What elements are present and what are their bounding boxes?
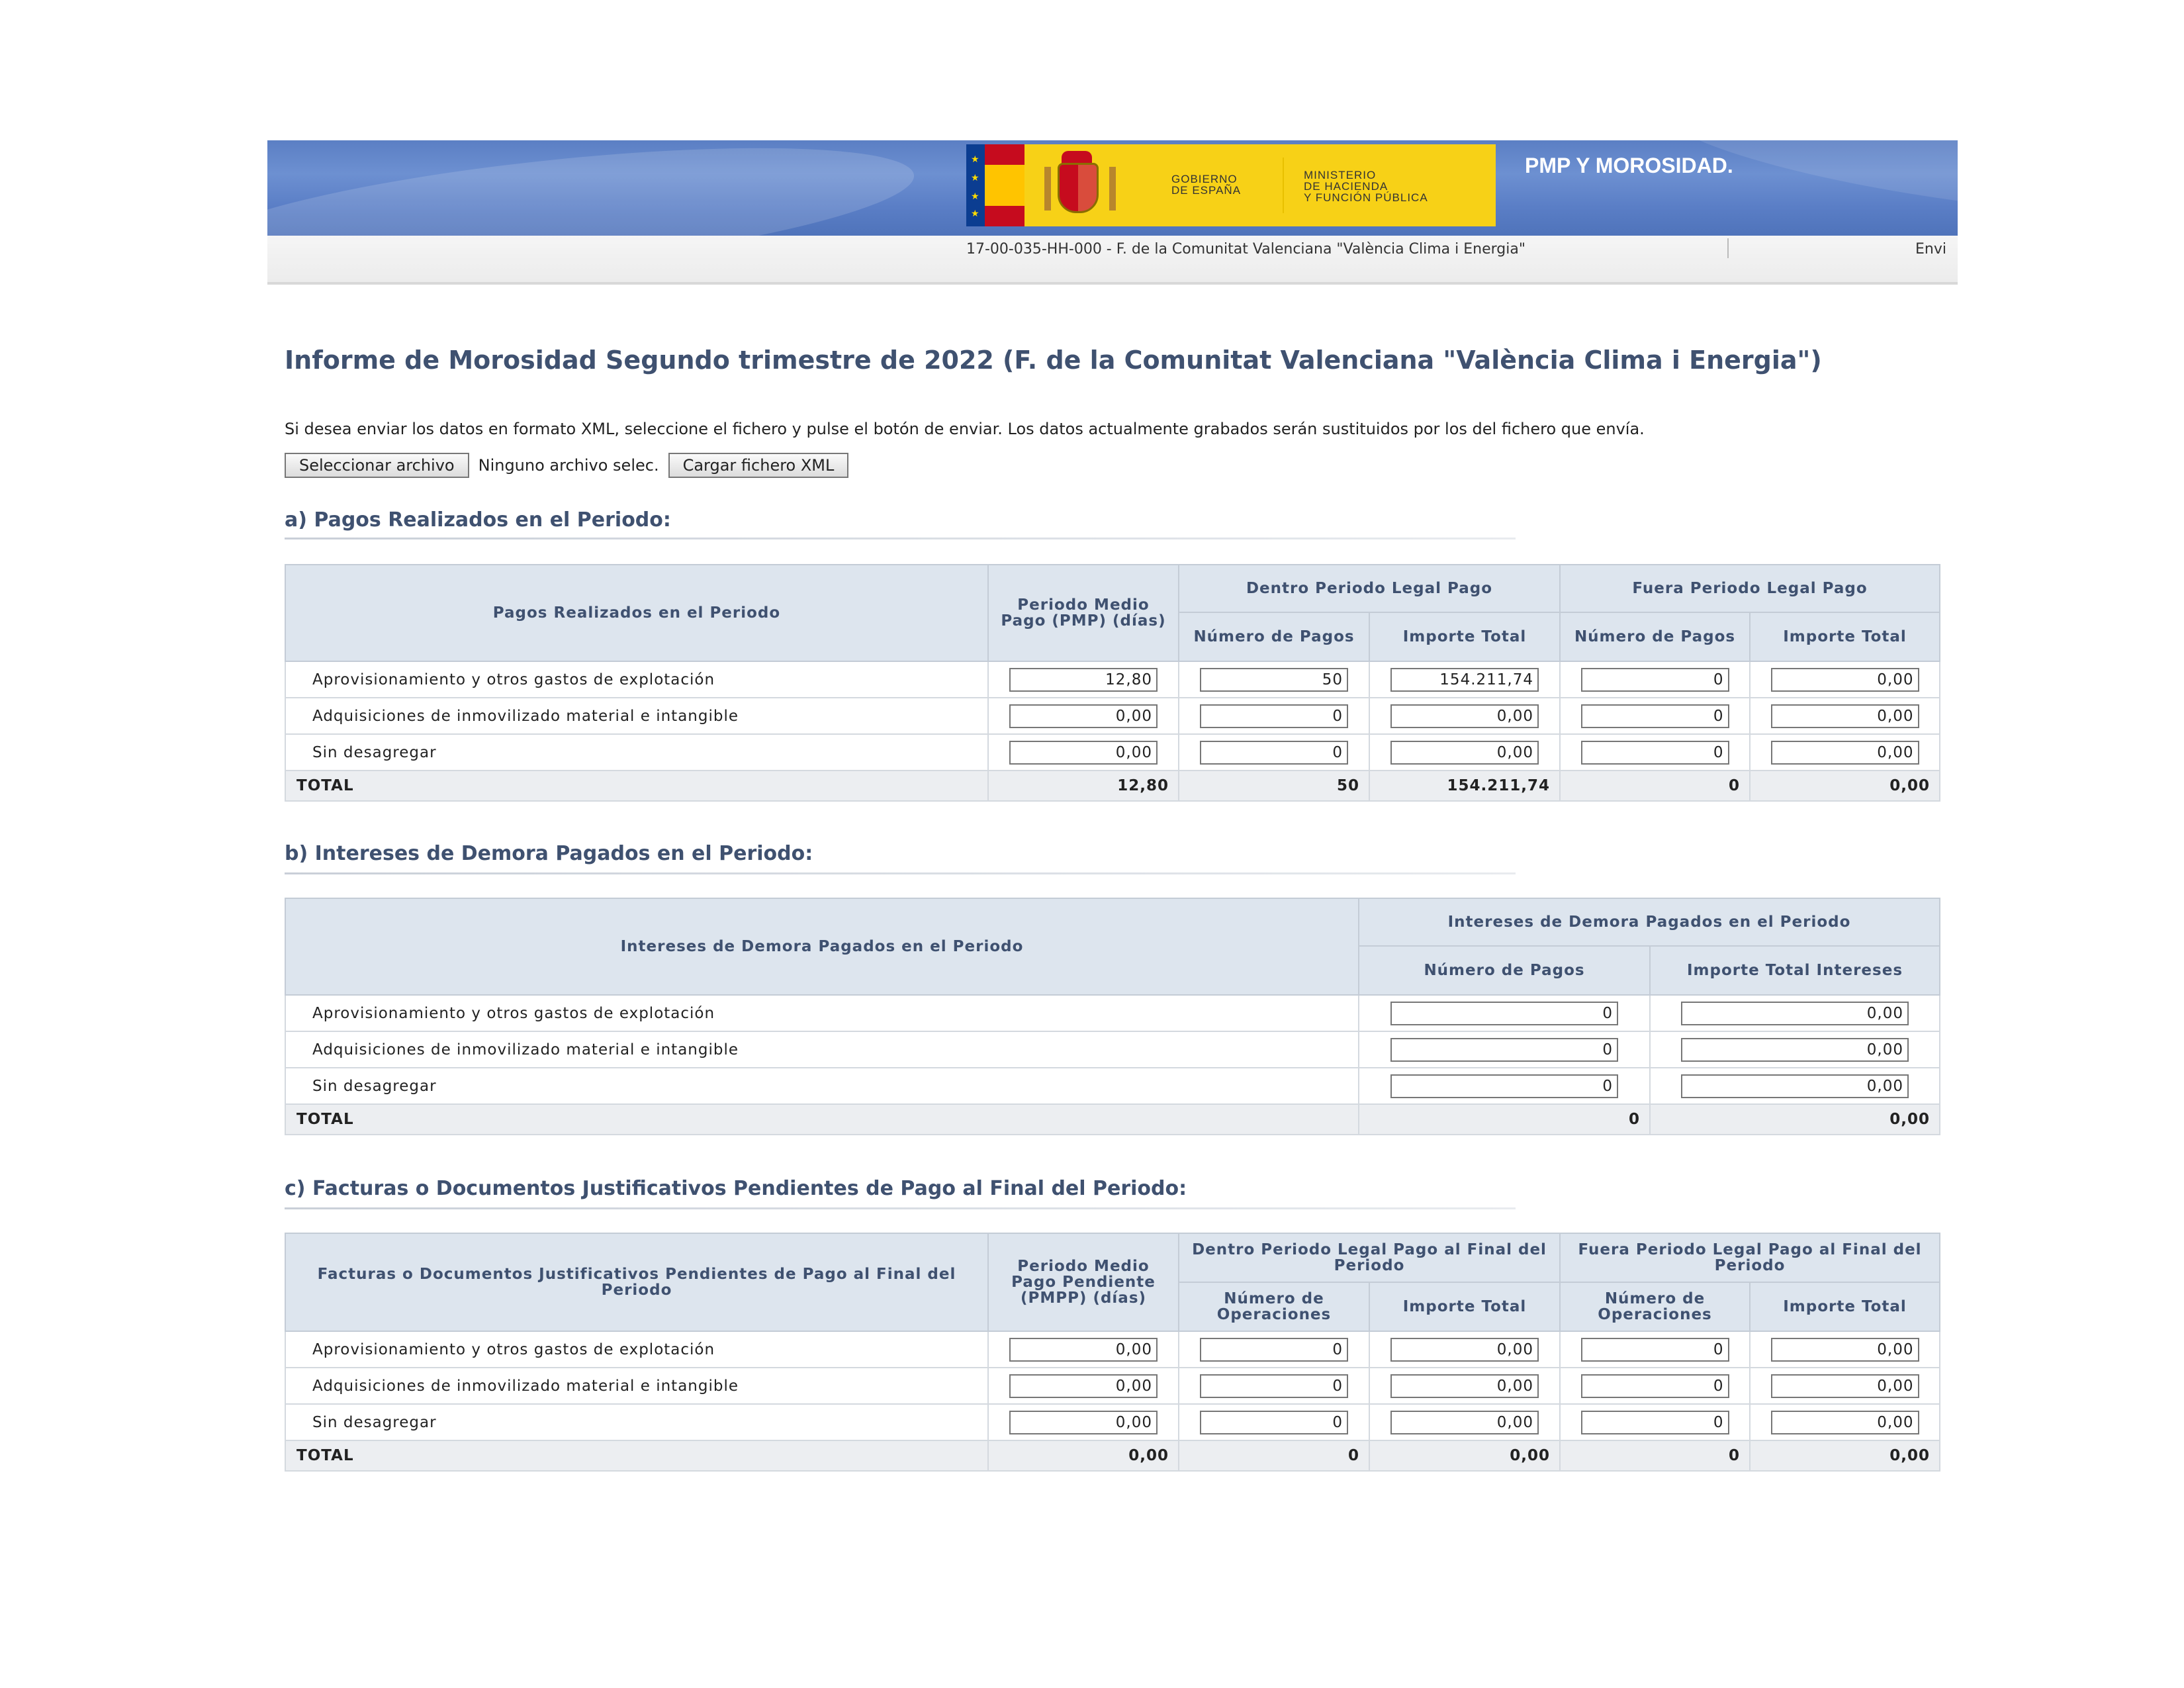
late-interest-table	[285, 898, 1940, 1135]
total-within-num: 50	[1179, 771, 1369, 801]
col-header-num-operations: Número de Operaciones	[1179, 1282, 1369, 1331]
entity-name: 17-00-035-HH-000 - F. de la Comunitat Valenciana "València Clima i Energia"	[966, 241, 1525, 258]
section-a-title: a) Pagos Realizados en el Periodo:	[285, 508, 671, 532]
page	[267, 140, 1958, 1464]
col-header-num-operations: Número de Operaciones	[1560, 1282, 1750, 1331]
xml-instructions: Si desea enviar los datos en formato XML, seleccione el fichero y pulse el botón de enviar. Los datos actualmente grabados serán sustituidos por los del fichero que envía.	[285, 420, 1645, 438]
coat-of-arms-icon	[1024, 144, 1124, 226]
table-row	[285, 1331, 1940, 1368]
outside-amount-input[interactable]	[1771, 1374, 1919, 1398]
col-header-total-amount: Importe Total	[1369, 612, 1560, 661]
row-label: Adquisiciones de inmovilizado material e intangible	[285, 1368, 988, 1404]
table-row	[285, 1068, 1940, 1104]
interest-num-input[interactable]	[1390, 1002, 1618, 1025]
col-header-concept: Facturas o Documentos Justificativos Pendientes de Pago al Final del Periodo	[285, 1233, 988, 1331]
entity-bar	[267, 236, 1958, 285]
outside-amount-input[interactable]	[1771, 704, 1919, 728]
within-amount-input[interactable]	[1390, 1374, 1539, 1398]
row-label: Aprovisionamiento y otros gastos de explotación	[285, 661, 988, 698]
app-title: PMP Y MOROSIDAD.	[1525, 154, 1733, 177]
outside-amount-input[interactable]	[1771, 741, 1919, 765]
row-label: Aprovisionamiento y otros gastos de explotación	[285, 1331, 988, 1368]
col-header-num-payments: Número de Pagos	[1560, 612, 1750, 661]
pmpp-input[interactable]	[1009, 1411, 1158, 1434]
pmpp-input[interactable]	[1009, 1374, 1158, 1398]
outside-num-input[interactable]	[1581, 704, 1729, 728]
within-amount-input[interactable]	[1390, 741, 1539, 765]
total-outside-amount: 0,00	[1750, 1440, 1940, 1471]
within-amount-input[interactable]	[1390, 1338, 1539, 1362]
section-b-title: b) Intereses de Demora Pagados en el Periodo:	[285, 842, 813, 865]
interest-amount-input[interactable]	[1681, 1074, 1909, 1098]
table-row	[285, 698, 1940, 734]
table-row	[285, 1368, 1940, 1404]
outside-num-input[interactable]	[1581, 1374, 1729, 1398]
outside-num-input[interactable]	[1581, 1338, 1729, 1362]
page-title: Informe de Morosidad Segundo trimestre de 2022 (F. de la Comunitat Valenciana "València Clima i Energia")	[285, 346, 1822, 375]
table-row	[285, 1404, 1940, 1440]
total-interest-num: 0	[1359, 1104, 1650, 1135]
col-header-num-payments: Número de Pagos	[1359, 946, 1650, 995]
outside-amount-input[interactable]	[1771, 1338, 1919, 1362]
total-outside-num: 0	[1560, 1440, 1750, 1471]
col-header-concept: Pagos Realizados en el Periodo	[285, 565, 988, 661]
outside-num-input[interactable]	[1581, 741, 1729, 765]
total-row	[285, 771, 1940, 801]
row-label: Adquisiciones de inmovilizado material e intangible	[285, 1031, 1359, 1068]
outside-num-input[interactable]	[1581, 1411, 1729, 1434]
within-amount-input[interactable]	[1390, 668, 1539, 692]
col-header-num-payments: Número de Pagos	[1179, 612, 1369, 661]
col-header-interest-group: Intereses de Demora Pagados en el Periodo	[1359, 898, 1940, 946]
total-within-amount: 154.211,74	[1369, 771, 1560, 801]
interest-amount-input[interactable]	[1681, 1038, 1909, 1062]
total-outside-amount: 0,00	[1750, 771, 1940, 801]
pending-invoices-table	[285, 1233, 1940, 1472]
pmp-input[interactable]	[1009, 741, 1158, 765]
nav-link-enviar[interactable]: Envi	[1915, 241, 1946, 258]
within-amount-input[interactable]	[1390, 704, 1539, 728]
outside-num-input[interactable]	[1581, 668, 1729, 692]
within-num-input[interactable]	[1200, 1338, 1348, 1362]
total-row	[285, 1440, 1940, 1471]
spain-flag-icon	[985, 144, 1024, 226]
col-header-total-amount: Importe Total	[1369, 1282, 1560, 1331]
row-label: Sin desagregar	[285, 1404, 988, 1440]
table-row	[285, 995, 1940, 1031]
within-num-input[interactable]	[1200, 1411, 1348, 1434]
eu-flag-icon: ★ ★ ★ ★	[966, 144, 985, 226]
header-banner	[267, 140, 1958, 236]
total-interest-amount: 0,00	[1650, 1104, 1940, 1135]
interest-num-input[interactable]	[1390, 1038, 1618, 1062]
col-header-pmpp: Periodo Medio Pago Pendiente (PMPP) (días)	[988, 1233, 1179, 1331]
table-row	[285, 661, 1940, 698]
outside-amount-input[interactable]	[1771, 668, 1919, 692]
col-header-total-amount: Importe Total	[1750, 612, 1940, 661]
pmpp-input[interactable]	[1009, 1338, 1158, 1362]
gov-logo-text: GOBIERNO DE ESPAÑA	[1171, 173, 1242, 197]
government-logo	[966, 144, 1496, 226]
total-pmp: 12,80	[988, 771, 1179, 801]
within-amount-input[interactable]	[1390, 1411, 1539, 1434]
total-label: TOTAL	[285, 771, 988, 801]
row-label: Sin desagregar	[285, 734, 988, 771]
file-status-text: Ninguno archivo selec.	[478, 456, 659, 475]
row-label: Sin desagregar	[285, 1068, 1359, 1104]
interest-num-input[interactable]	[1390, 1074, 1618, 1098]
table-row	[285, 1031, 1940, 1068]
total-outside-num: 0	[1560, 771, 1750, 801]
section-c-title: c) Facturas o Documentos Justificativos Pendientes de Pago al Final del Periodo:	[285, 1177, 1187, 1200]
select-file-button[interactable]: Seleccionar archivo	[285, 453, 469, 478]
total-row	[285, 1104, 1940, 1135]
total-within-amount: 0,00	[1369, 1440, 1560, 1471]
col-header-concept: Intereses de Demora Pagados en el Periodo	[285, 898, 1359, 995]
total-within-num: 0	[1179, 1440, 1369, 1471]
interest-amount-input[interactable]	[1681, 1002, 1909, 1025]
total-pmpp: 0,00	[988, 1440, 1179, 1471]
within-num-input[interactable]	[1200, 1374, 1348, 1398]
col-header-total-amount: Importe Total	[1750, 1282, 1940, 1331]
outside-amount-input[interactable]	[1771, 1411, 1919, 1434]
total-label: TOTAL	[285, 1440, 988, 1471]
pmp-input[interactable]	[1009, 704, 1158, 728]
pmp-input[interactable]	[1009, 668, 1158, 692]
row-label: Adquisiciones de inmovilizado material e intangible	[285, 698, 988, 734]
within-num-input[interactable]	[1200, 704, 1348, 728]
col-header-outside-legal: Fuera Periodo Legal Pago al Final del Periodo	[1560, 1233, 1940, 1282]
total-label: TOTAL	[285, 1104, 1359, 1135]
payments-table	[285, 564, 1940, 802]
within-num-input[interactable]	[1200, 741, 1348, 765]
col-header-within-legal: Dentro Periodo Legal Pago	[1179, 565, 1560, 612]
upload-xml-button[interactable]: Cargar fichero XML	[668, 453, 849, 478]
col-header-pmp: Periodo Medio Pago (PMP) (días)	[988, 565, 1179, 661]
table-row	[285, 734, 1940, 771]
ministry-logo-text: MINISTERIO DE HACIENDA Y FUNCIÓN PÚBLICA	[1304, 169, 1428, 204]
col-header-within-legal: Dentro Periodo Legal Pago al Final del Periodo	[1179, 1233, 1560, 1282]
row-label: Aprovisionamiento y otros gastos de explotación	[285, 995, 1359, 1031]
within-num-input[interactable]	[1200, 668, 1348, 692]
col-header-total-interest: Importe Total Intereses	[1650, 946, 1940, 995]
xml-upload-row	[285, 453, 848, 478]
col-header-outside-legal: Fuera Periodo Legal Pago	[1560, 565, 1940, 612]
